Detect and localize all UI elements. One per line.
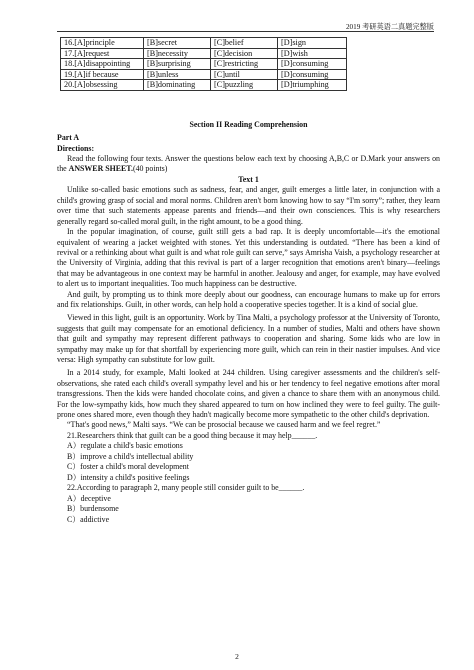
question-21-stem: 21.Researchers think that guilt can be a good thing because it may help______. [67,430,318,440]
paragraph-quote: “That's good news,” Malti says. “We can be prosocial because we caused harm and we feel regret.” [67,420,381,430]
text-title: Text 1 [238,174,259,184]
question-21-option-d: D）intensity a child's positive feelings [67,472,190,482]
table-row [61,69,347,80]
question-22-stem: 22.According to paragraph 2, many people still consider guilt to be______. [67,483,305,493]
paragraph-1: Unlike so-called basic emotions such as sadness, fear, and anger, guilt emerges a little later, in conjunction with a child's growing grasp of social and moral norms. Children aren't born knowing how to say “I'm sorry”; rather, they learn over time that such statements appease parents and friends—and their own consciences. This is why researchers generally regard so-called moral guilt, in the right amount, to be a good thing. [57,185,440,226]
paragraph-3: And guilt, by prompting us to think more deeply about our goodness, can encourage humans to make up for errors and fix relationships. Guilt, in other words, can help hold a cooperative species together. It is a kind of social glue. [57,289,440,310]
table-cell: [B]surprising [144,59,211,70]
question-22-option-b: B）burdensome [67,504,119,514]
table-cell: [D]triumphing [278,80,347,91]
table-cell: [D]consuming [278,69,347,80]
directions-points: (40 points) [132,164,168,174]
section-title: Section II Reading Comprehension [189,120,308,129]
header-rule [57,31,434,32]
page-number: 2 [235,652,239,661]
part-heading: Part A [57,133,80,143]
table-cell: [C]restricting [211,59,278,70]
directions-text-start: Read the following four texts. Answer the questions below each text by choosing A,B,C or D.Mark your answers on the [57,153,440,174]
answer-sheet-emphasis: ANSWER SHEET. [68,164,133,174]
table-cell: 18.[A]disappointing [61,59,144,70]
page-header: 2019 考研英语二真题完整版 [345,23,434,31]
question-22-option-c: C）addictive [67,514,110,524]
directions-label: Directions: [57,143,95,153]
table-cell: 19.[A]if because [61,69,144,80]
table-cell: [D]wish [278,48,347,59]
table-cell: [D]sign [278,38,347,49]
table-cell: 20.[A]obsessing [61,80,144,91]
table-cell: [C]puzzling [211,80,278,91]
paragraph-5: In a 2014 study, for example, Malti looked at 244 children. Using caregiver assessments and the children's self-observations, she rated each child's overall sympathy level and his or her tendency to feel negative emotions after moral transgressions. Then the kids were handed chocolate coins, and given a chance to share them with an anonymous child. For the low-sympathy kids, how much they shared appeared to turn on how inclined they were to feel guilty. The guilt-prone ones shared more, even though they hadn't magically become more sympathetic to the other child's deprivation. [57,368,440,420]
question-21-option-c: C）foster a child's moral development [67,462,189,472]
table-row [61,80,347,91]
table-cell: [B]necessity [144,48,211,59]
question-22-option-a: A）deceptive [67,493,111,503]
question-21-option-b: B）improve a child's intellectual ability [67,451,194,461]
table-cell: [D]consuming [278,59,347,70]
table-cell: 16.[A]principle [61,38,144,49]
table-cell: [C]decision [211,48,278,59]
table-cell: [C]until [211,69,278,80]
answer-options-table [60,37,347,91]
table-cell: [B]secret [144,38,211,49]
question-21-option-a: A）regulate a child's basic emotions [67,441,183,451]
table-cell: [C]belief [211,38,278,49]
directions-text [57,154,440,175]
table-cell: [B]dominating [144,80,211,91]
table-cell: 17.[A]request [61,48,144,59]
paragraph-4: Viewed in this light, guilt is an opportunity. Work by Tina Malti, a psychology professor at the University of Toronto, suggests that guilt may compensate for an emotional deficiency. In a number of studies, Malti and others have shown that guilt and sympathy may represent different pathways to cooperation and sharing. Some kids who are low in sympathy may make up for that shortfall by experiencing more guilt, which can rein in their nastier impulses. And vice versa: High sympathy can substitute for low guilt. [57,313,440,365]
table-row [61,59,347,70]
paragraph-2: In the popular imagination, of course, guilt still gets a bad rap. It is deeply uncomfortable—it's the emotional equivalent of wearing a jacket weighted with stones. Yet this understanding is outdated. “There has been a kind of revival or a rethinking about what guilt is and what role guilt can serve,” says Amrisha Vaish, a psychology researcher at the University of Virginia, adding that this revival is part of a larger recognition that emotions aren't binary—feelings that may be advantageous in one context may be harmful in another. Jealousy and anger, for example, may have evolved to alert us to important inequalities. Too much happiness can be destructive. [57,227,440,289]
table-cell: [B]unless [144,69,211,80]
table-row [61,48,347,59]
main-content [57,120,440,525]
table-row [61,38,347,49]
